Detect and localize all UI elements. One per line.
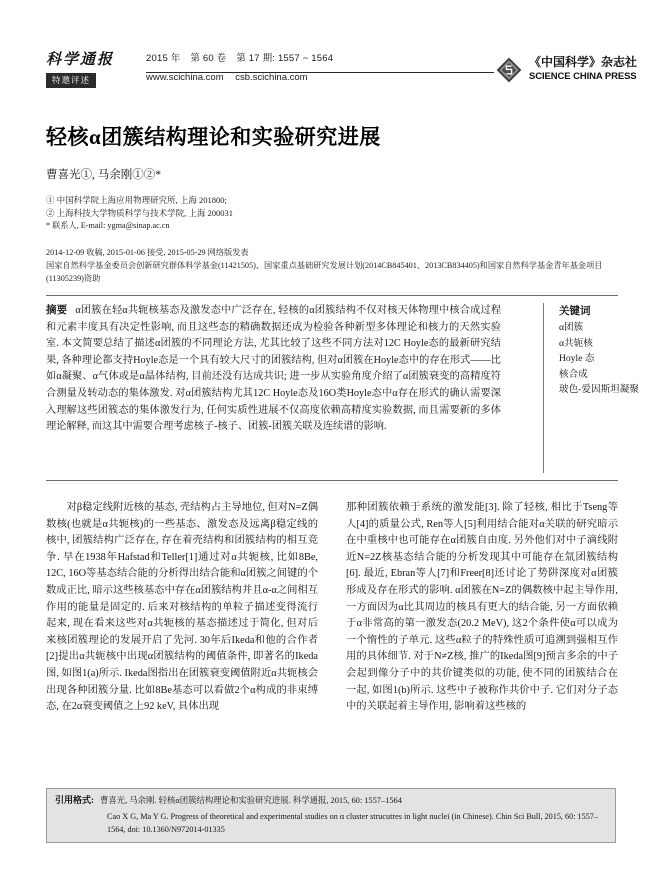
abstract-body <box>46 303 501 436</box>
citation-english: Cao X G, Ma Y G. Progress of theoretical and experimental studies on α cluster strucutres in light nuclei (in Chinese). Chin Sci Bull, 2015, 60: 1557–1564, doi: 10.1360/N972014-01335 <box>107 812 598 834</box>
article-title: 轻核α团簇结构理论和实验研究进展 <box>46 125 381 149</box>
keywords-divider <box>543 303 544 473</box>
corresponding-author: * 联系人, E-mail: ygma@sinap.ac.cn <box>46 221 170 230</box>
masthead <box>46 52 638 96</box>
keyword-item: 核合成 <box>559 368 588 380</box>
citation-chinese: 曹喜光, 马余刚. 轻核α团簇结构理论和实验研究进展. 科学通报, 2015, 60: 1557–1564 <box>100 796 402 805</box>
section-tag-badge: 特邀评述 <box>46 73 96 88</box>
issue-number: 第 17 期: 1557 ~ 1564 <box>236 53 334 64</box>
affiliation-block <box>46 194 606 233</box>
issue-volume: 第 60 卷 <box>190 53 227 64</box>
body-column-right <box>346 500 618 716</box>
body-column-left <box>46 500 318 716</box>
publisher-name-en: SCIENCE CHINA PRESS <box>529 71 637 82</box>
keyword-item: α团簇 <box>559 322 584 333</box>
abstract-top-rule <box>46 295 618 296</box>
abstract-bottom-rule <box>46 480 618 481</box>
journal-logo: 科学通报 <box>46 52 115 68</box>
keyword-item: Hoyle 态 <box>559 353 595 364</box>
citation-label: 引用格式: <box>55 795 94 805</box>
keywords-section <box>559 303 662 398</box>
keyword-item: α共轭核 <box>559 337 593 349</box>
abstract-section <box>46 303 639 478</box>
journal-url-main[interactable]: www.scichina.com <box>146 72 224 83</box>
publisher-name-cn: 《中国科学》杂志社 <box>529 55 638 69</box>
masthead-left <box>46 52 134 88</box>
affiliation-2: ② 上海科技大学物质科学与技术学院, 上海 200031 <box>46 207 234 218</box>
journal-urls <box>146 72 476 84</box>
abstract-text: α团簇在轻α共轭核基态及激发态中广泛存在, 轻核的α团簇结构不仅对核天体物理中核合成过程和元素丰度具有决定性影响, 而且这些态的精确数据还成为检验各种新型多体理论和核力的天然实验室. 本文简要总结了描述α团簇的不同理论方法, 尤其比较了这些不同方法对12C Hoyle态的最新研究结果, 各种理论都支持Hoyle态是一个具有较大尺寸的团簇结构, 但对α团簇在Hoyle态中的存在形式——比如α凝聚、α气体或是α晶体结构, 目前还没有达成共识; 进一步从实验角度介绍了α团簇衰变的高精度符合测量及转动态的集体激发. 对α团簇结构尤其12C Hoyle态及16O类Hoyle态中α存在形式的确认需要深入理解这些团簇态的集体激发行为, 任何实质性进展不仅高度依赖高精度实验数据, 而且需要新的多体理论解释, 而这其中需要合理考虑核子-核子、团簇-团簇关联及连续谱的影响. <box>46 305 502 433</box>
body-paragraph: 那种团簇依赖于系统的激发能[3]. 除了轻核, 相比于Tseng等人[4]的质量公式, Ren等人[5]利用结合能对α关联的研究暗示在中重核中也可能存在α团簇自由度. 另外他们对中子滴线附近N=2Z核基态结合能的分析发现其中可能存在氚团簇结构[6]. 最近, Ebran等人[7]和Freer[8]还讨论了势阱深度对α团簇形成及存在形式的影响. α团簇在N=Z的偶数核中起主导作用, 一方面因为α比其周边的核具有更大的结合能, 另一方面依赖于α非常高的第一激发态(20.2 MeV), 这2个条件使α可以成为一个惰性的子单元. 这些α粒子的特殊性质可追溯到强相互作用的具体细节. 对于N≠Z核, 推广的Ikeda图[9]预言多余的中子会起到像分子中的共价键类似的功能, 使不同的团簇结合在一起, 如图1(b)所示. 这些中子被称作共价中子. 它们对分子态中的关联起着主导作用, 影响着这些核的 <box>346 502 618 713</box>
publisher-text <box>529 55 637 83</box>
masthead-issue-info <box>146 52 476 84</box>
body-columns <box>46 500 618 772</box>
author-list: 曹喜光①, 马余刚①②* <box>46 169 161 181</box>
issue-year: 2015 年 <box>146 53 181 64</box>
citation-box <box>46 788 616 843</box>
funding-statement: 国家自然科学基金委员会创新研究群体科学基金(11421505)、国家重点基础研究发展计划(2014CB845401、2013CB834405)和国家自然科学基金青年基金项目(11305239)资助 <box>46 261 603 283</box>
science-china-press-logo-icon <box>496 57 522 83</box>
body-paragraph: 对β稳定线附近核的基态, 壳结构占主导地位, 但对N=Z偶数核(也就是α共轭核)的一些基态、激发态及远离β稳定线的核中, 团簇结构广泛存在, 存在着壳结构和团簇结构的相互竞争. 早在1938年Hafstad和Teller[1]通过对α共轭核, 比如8Be, 12C, 16O等基态结合能的分析得出结合能和α团簇之间键的个数成正比, 暗示这些核基态中存在α团簇结构并且α-α之间相互作用的能量是固定的. 后来对核结构的单粒子描述变得流行起来, 现在看来这些对α共轭核的基态描述过于简化, 但对后来核团簇理论的发展开启了先河. 30年后Ikeda和他的合作者[2]提出α共轭核中出现α团簇结构的阈值条件, 即著名的Ikeda图, 如图1(a)所示. Ikeda图指出在团簇衰变阈值附近α共轭核会出现各种团簇分量. 比如8Be基态可以看做2个α构成的非束缚态, 在2α衰变阈值之上92 keV, 具体出现 <box>46 502 318 713</box>
citation-chinese-row <box>55 794 607 807</box>
abstract-label: 摘要 <box>46 305 68 316</box>
publisher-block <box>496 51 662 93</box>
issue-line <box>146 52 476 65</box>
affiliation-1: ① 中国科学院上海应用物理研究所, 上海 201800; <box>46 195 227 205</box>
keyword-item: 玻色-爱因斯坦凝聚 <box>559 384 639 395</box>
publication-dates: 2014-12-09 收稿, 2015-01-06 接受, 2015-05-29 网络版发表 <box>46 248 249 257</box>
journal-url-csb[interactable]: csb.scichina.com <box>235 72 308 83</box>
keywords-title: 关键词 <box>559 306 591 317</box>
